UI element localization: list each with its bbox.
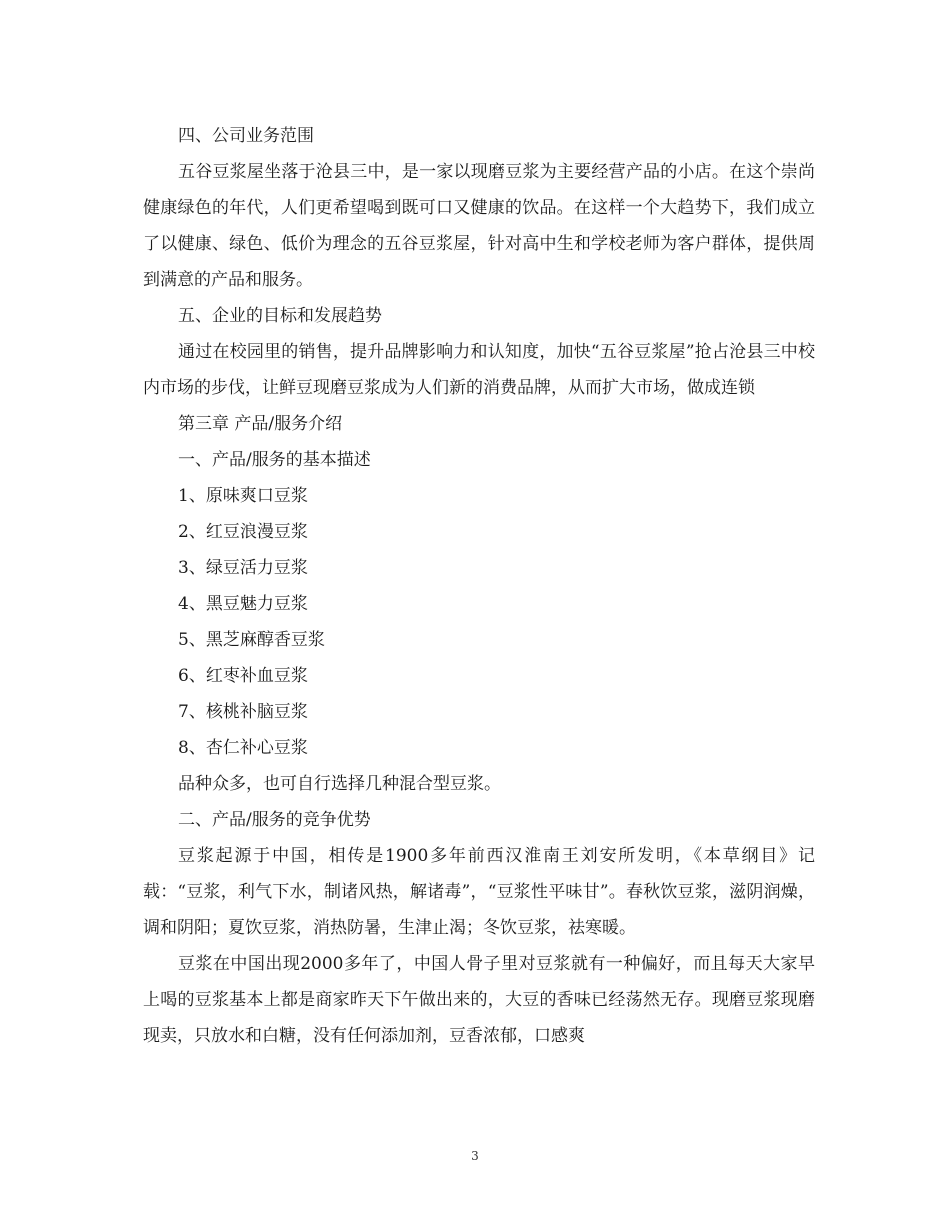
subsection1-heading: 一、产品/服务的基本描述 xyxy=(178,450,371,470)
page-number: 3 xyxy=(471,1149,479,1163)
product-item: 3、绿豆活力豆浆 xyxy=(178,558,308,578)
section5-paragraph: 通过在校园里的销售，提升品牌影响力和认知度，加快“五谷豆浆屋”抢占沧县三中校内市场的步伐，让鲜豆现磨豆浆成为人们新的消费品牌，从而扩大市场，做成连锁 xyxy=(143,342,815,398)
page-content xyxy=(143,118,815,1054)
advantage-paragraph-1: 豆浆起源于中国，相传是1900多年前西汉淮南王刘安所发明，《本草纲目》记载：“豆浆，利气下水，制诸风热，解诸毒”，“豆浆性平味甘”。春秋饮豆浆，滋阴润燥，调和阴阳；夏饮豆浆，消热防暑，生津止渴；冬饮豆浆，祛寒暖。 xyxy=(143,846,815,938)
product-item: 2、红豆浪漫豆浆 xyxy=(178,522,308,542)
product-item: 1、原味爽口豆浆 xyxy=(178,486,308,506)
section4-heading: 四、公司业务范围 xyxy=(178,126,314,146)
variety-note: 品种众多，也可自行选择几种混合型豆浆。 xyxy=(178,774,501,794)
subsection2-heading: 二、产品/服务的竞争优势 xyxy=(178,810,371,830)
product-item: 6、红枣补血豆浆 xyxy=(178,666,308,686)
product-item: 8、杏仁补心豆浆 xyxy=(178,738,308,758)
product-item: 4、黑豆魅力豆浆 xyxy=(178,594,308,614)
product-item: 5、黑芝麻醇香豆浆 xyxy=(178,630,325,650)
section4-paragraph: 五谷豆浆屋坐落于沧县三中，是一家以现磨豆浆为主要经营产品的小店。在这个崇尚健康绿色的年代，人们更希望喝到既可口又健康的饮品。在这样一个大趋势下，我们成立了以健康、绿色、低价为理念的五谷豆浆屋，针对高中生和学校老师为客户群体，提供周到满意的产品和服务。 xyxy=(143,162,815,290)
chapter3-heading: 第三章 产品/服务介绍 xyxy=(178,414,343,434)
advantage-paragraph-2: 豆浆在中国出现2000多年了，中国人骨子里对豆浆就有一种偏好，而且每天大家早上喝的豆浆基本上都是商家昨天下午做出来的，大豆的香味已经荡然无存。现磨豆浆现磨现卖，只放水和白糖，没有任何添加剂，豆香浓郁，口感爽 xyxy=(143,954,815,1046)
product-item: 7、核桃补脑豆浆 xyxy=(178,702,308,722)
section5-heading: 五、企业的目标和发展趋势 xyxy=(178,306,382,326)
product-list xyxy=(143,478,815,766)
